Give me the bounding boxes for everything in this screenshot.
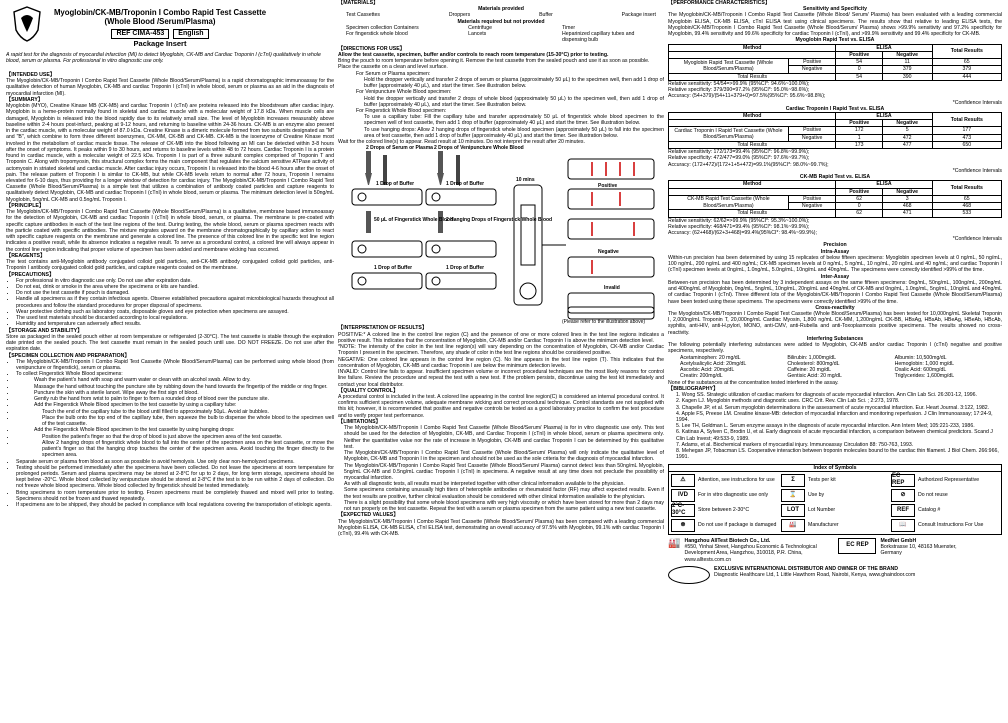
section-heading: 【PRINCIPLE】 [6, 202, 45, 209]
list-item: • Wear protective clothing such as laboratory coats, disposable gloves and eye protection when specimens are assayed. [16, 309, 334, 315]
th-elisa: ELISA [836, 44, 932, 51]
interpretation-item: INVALID: Control line fails to appear. Insufficient specimen volume or incorrect procedural techniques are the most likely reasons for control line failure. Review the procedure and repeat the test with a new test. If the problem persists, discontinue using the test kit immediately and contact your local distributor. [338, 369, 664, 388]
th-total: Total Results [932, 44, 1001, 58]
direction-step: For Fingerstick Whole Blood specimen: [356, 107, 447, 114]
bibliography-item: 4. Apple FS, Preese LM. Creatine kinase-MB: detection of myocardial infarction and monitoring reperfusion. J Clin Immunoassay; 17:24-9, 1994. [676, 410, 993, 423]
th-elisa: ELISA [836, 112, 932, 119]
direction-step: Wait for the colored line(s) to appear. Read result at 10 minutes. Do not interpret the result after 20 minutes. [338, 139, 585, 146]
title-block [50, 8, 270, 48]
interpretation-item: *NOTE: The intensity of the color in the test line region(s) will vary depending on the concentration of Myoglobin, CK-MB and/or Cardiac Troponin I present in the specimen. Therefore, any shade of color in the test line regions should be considered positive. [338, 344, 664, 357]
stat-line: Accuracy: (172+472)/(172+1+5+472)=99.1%(95%CI*: 98.0%~99.7%); [668, 161, 829, 168]
ec-rep-box: EC REP [838, 538, 876, 554]
fig-invalid: Invalid [604, 285, 620, 292]
fig-caption: (Please refer to the illustration above) [562, 319, 646, 326]
symbol-index-heading: Index of Symbols [669, 465, 1001, 472]
bibliography-item: 8. Mehegan JP, Tobacman LS. Cooperative interaction between troponin molecules bound to the cardiac thin filament. J Biol Chem. 266:966, 1991. [676, 448, 999, 461]
list-item: • Separate serum or plasma from blood as soon as possible to avoid hemolysis. Use only clear non-hemolyzed specimens. [16, 459, 334, 465]
th-positive: Positive [836, 120, 882, 127]
th-method: Method [669, 181, 836, 188]
th-blank [669, 120, 836, 127]
interfering-item: Caffeine: 20 mg/dL [787, 367, 832, 374]
table-cell: 650 [932, 141, 1001, 148]
table-cell: 54 [836, 73, 882, 80]
materials-required-list [338, 25, 664, 44]
comparison-tables [668, 37, 1002, 242]
column-right [668, 0, 1002, 723]
symbol-icon: ⊘ [891, 489, 915, 502]
bibliography-list [668, 392, 1002, 461]
distributor-address: Diagnostic Healthcare Ltd, 1 Little Hawthorn Road, Nairobi, Kenya, www.ghaindoor.com [714, 572, 916, 579]
directions-intro: Allow the test cassette, specimen, buffer and/or controls to reach room temperature (15-30°C) prior to testing. [338, 51, 609, 58]
direction-step: Place the cassette on a clean and level surface. [338, 64, 448, 71]
ref-code: REF CIMA-453 [111, 29, 169, 39]
fig-label-e: 50 μL of Fingerstick Whole Blood [374, 217, 454, 224]
symbol-item [891, 474, 999, 487]
section-heading: 【REAGENTS】 [6, 252, 46, 259]
qc-heading: 【QUALITY CONTROL】 [338, 387, 399, 394]
ec-rep-name: MedNet GmbH [880, 537, 917, 544]
direction-step: To use a capillary tube: Fill the capillary tube and transfer approximately 50 μL of fingerstick whole blood specimen to the specimen well of test cassette, then add 1 drop of buffer (approximately 40 μL) and start the timer. See illustration below. [364, 114, 664, 127]
table-cell: Negative [788, 66, 836, 73]
col1-body [6, 72, 334, 508]
table-cell: 62 [836, 210, 882, 217]
ci-note: *Confidence Intervals [952, 167, 1002, 174]
symbol-item [781, 504, 889, 517]
interpretation-text [338, 332, 664, 388]
material-item: Buffer [539, 12, 553, 19]
material-item: Specimen collection Containers [346, 24, 419, 31]
limitation-item: The Myoglobin/CK-MB/Troponin I Combo Rapid Test Cassette (Whole Blood/Serum/ Plasma) cannot detect less than 50ng/mL Myoglobin, 5ng/mL CK-MB and 0.5ng/mL cardiac Troponin I (cTnI) in specimens. A negative result at any time does not preclude the possibility of myocardial infarction. [344, 462, 664, 482]
company-logo-icon [12, 6, 42, 42]
expected-values-text: The Myoglobin/CK-MB/Troponin I Combo Rapid Test Cassette (Whole Blood/Serum/ Plasma) has been compared with a leading commercial Myoglobin ELISA, CK-MB ELISA, cTnI ELISA test, demonstrating an overall accuracy of 97.5% with Myoglobin, 99.1% with cardiac Troponin I (cTnI), 99.4% with CK-MB. [338, 518, 664, 538]
section-heading: 【INTENDED USE】 [6, 72, 55, 78]
table-cell: 477 [882, 141, 932, 148]
interfering-item: Cholesterol: 800mg/dL [787, 360, 840, 367]
interfering-item: Triglycerides: 1,600mg/dL [894, 373, 955, 380]
limitation-item: As with all diagnostic tests, all results must be interpreted together with other clinical information available to the physician. [344, 481, 625, 488]
symbol-icon: ⚠ [671, 474, 695, 487]
distributor-logo-icon [668, 566, 710, 584]
th-method: Method [669, 44, 836, 51]
table-cell: Negative [788, 203, 836, 210]
table-row [669, 141, 1002, 148]
materials-required-heading: Materials required but not provided [457, 18, 545, 25]
table-cell: 473 [932, 134, 1001, 141]
manufacturer-block [668, 538, 1002, 563]
table-title: Cardiac Troponin I Rapid Test vs. ELISA [785, 105, 885, 112]
list-item: • Handle all specimens as if they contain infectious agents. Observe established precautions against microbiological hazards throughout all procedures and follow the standard procedures for proper disposal of specimens. [16, 296, 334, 308]
fig-positive: Positive [598, 183, 618, 190]
interpretation-item: NEGATIVE: One colored line appears in the control line region (C). No line appears in the test line region (T). This indicates that the concentration of Myoglobin, CK-MB and cardiac Troponin I are below the minimum detection levels. [338, 356, 664, 369]
table-row [669, 210, 1002, 217]
table-cell: 3 [882, 195, 932, 202]
interpretation-item: POSITIVE:* A colored line in the control line region (C) and the presence of one or more colored lines in the test line regions indicates a positive result. This indicates that the concentration of Myoglobin, CK-MB and/or Cardiac Troponin I is above the minimum detection level. [338, 331, 664, 344]
interfering-item: Acetylsalicylic Acid: 20mg/dL [680, 360, 747, 367]
symbol-icon: Σ [781, 474, 805, 487]
section-text: The Myoglobin/CK-MB/Troponin I Combo Rapid Test Cassette (Whole Blood/Serum/Plasma) is a rapid chromatographic immunoassay for the qualitative detection of human Myoglobin, CK-MB and cardiac Troponin I (cTnI) in whole blood, serum or plasma as an aid in the diagnosis of myocardial infarction (MI). [6, 78, 334, 97]
storage-heading: 【STORAGE AND STABILITY】 [6, 327, 83, 334]
bibliography-item: 5. Lee TH, Goldman L. Serum enzyme assays in the diagnosis of acute myocardial infarction. Ann Intern Med; 105:221-233, 1986. [676, 423, 975, 430]
table-cell: 54 [836, 59, 882, 66]
bibliography-heading: 【BIBLIOGRAPHY】 [668, 385, 719, 392]
table-cell: Positive [788, 59, 836, 66]
total-label: Total Results [669, 141, 836, 148]
symbol-label: Consult Instructions For Use [918, 522, 984, 529]
directions-list [338, 58, 664, 145]
table-cell: Positive [788, 195, 836, 202]
symbol-icon: REF [891, 504, 915, 517]
list-item: • Massage the hand without touching the puncture site by rubbing down the hand towards the fingertip of the middle or ring finger. [16, 384, 334, 390]
table-cell: 379 [932, 66, 1001, 73]
stat-line: Accuracy: (62+468)/(62+3+468)=99.4%(95%CI*: 98.4%~99.9%); [668, 229, 817, 236]
product-subtitle: (Whole Blood /Serum/Plasma) [104, 17, 216, 27]
bibliography-item: 2. Kagen LJ. Myoglobin methods and diagnostic uses. CRC Crit. Rev. Clin Lab Sci. ; 2:273, 1978. [676, 398, 900, 405]
symbol-label: Do not reuse [918, 492, 948, 499]
list-item: • Place the bulb onto the top end of the capillary tube, then squeeze the bulb to dispense the whole blood to the specimen well of the test cassette. [16, 415, 334, 427]
interfering-item: Bilirubin: 1,000mg/dL [787, 354, 837, 361]
list-item: • Do not eat, drink or smoke in the area where the specimens or kits are handled. [16, 284, 334, 290]
table-cell: Positive [788, 127, 836, 134]
symbol-item [671, 489, 779, 502]
method-name: CK-MB Rapid Test Cassette (Whole Blood/Serum/Plasma) [669, 195, 789, 209]
package-insert-label: Package Insert [133, 39, 187, 49]
direction-step: For Venipuncture Whole Blood specimen: [356, 89, 452, 96]
list-item: • Add the Fingerstick Whole Blood specimen to the test cassette by using hanging drops: [16, 427, 334, 433]
qc-text: A procedural control is included in the test. A colored line appearing in the control line region(C) is considered an internal procedural control. It confirms sufficient specimen volume, adequate membrane wicking and correct procedural technique. Control standards are not supplied with this kit; however, it is recommended that positive and negative controls be tested as a good laboratory practice to confirm the test procedure and to verify proper test performance. [338, 393, 664, 419]
material-item: Package insert [621, 12, 656, 19]
limitation-item: There is a slight possibility that some whole blood specimens with very high viscosity or which have been stored for more than 2 days may not run properly on the test cassette. Repeat the test with a serum or plasma specimen from the same patient using a new test cassette. [344, 499, 664, 513]
list-item: • Gently rub the hand from wrist to palm to finger to form a rounded drop of blood over the puncture site. [16, 396, 334, 402]
inter-heading: Inter-Assay [820, 273, 850, 280]
manufacturer-name: Hangzhou AllTest Biotech Co., Ltd. [684, 537, 771, 544]
bibliography-item: 1. Wong SS. Strategic utilization of cardiac markers for diagnosis of acute myocardial infarction. Ann Clin Lab Sci. 26:301-12, 1996. [676, 392, 977, 399]
section-heading: 【SUMMARY】 [6, 96, 43, 103]
interfering-item: Creatin: 200mg/dL [680, 373, 723, 380]
materials-heading: 【MATERIALS】 [338, 0, 379, 6]
table-cell: 468 [882, 203, 932, 210]
fig-label-h: 1 Drop of Buffer [446, 265, 485, 272]
list-item: • Allow 2 hanging drops of fingerstick whole blood to fall into the center of the specimen area on the test cassette, or move the patient's finger so that the hanging drop touches the center of the specimen area. Avoid touching the finger directly to the specimen area. [16, 440, 334, 459]
list-item: • The used test materials should be discarded according to local regulations. [16, 315, 334, 321]
symbol-label: Lot Number [808, 507, 836, 514]
symbol-icon: ⌛ [781, 489, 805, 502]
table-row [669, 195, 1002, 202]
cross-text: The Myoglobin/CK-MB/Troponin I Combo Rapid Test Cassette (Whole Blood/Serum/Plasma) has been tested for 10,000ng/mL Skeletal Troponin I, 2,000ng/mL Troponin T, 20,000ng/mL Cardiac Myosin, 1,800 ng/mL CK-MM, 1,200ng/mL CK-BB, HBsAg, HBsAb, HBeAg, HBeAb, HBcAb, syphilis, anti-HIV, anti-H.pylori, MONO, anti-CMV, anti-Rubella and anti-Toxoplasmosis positive specimens. The results showed no cross-reactivity. [668, 311, 1002, 336]
fig-label-f: 2 Hanging Drops of Fingerstick Whole Blood [446, 217, 553, 224]
material-item: Heparinized capillary tubes and dispensing bulb [562, 31, 635, 44]
fig-label-g: 1 Drop of Buffer [374, 265, 413, 272]
th-positive: Positive [836, 188, 882, 195]
sensitivity-heading: Sensitivity and Specificity [802, 6, 867, 13]
table-cell: 0 [836, 203, 882, 210]
fig-mins: 10 mins [516, 177, 535, 184]
specimen-list [6, 359, 334, 509]
expected-values-heading: 【EXPECTED VALUES】 [338, 512, 399, 519]
inter-text: Between-run precision has been determined by 3 independent assays on the same fifteen specimens: 0ng/mL, 50ng/mL, 100ng/mL, 200ng/mL and 400ng/mL of Myoglobin, 0ng/mL, 5ng/mL, 10ng/mL, 20ng/mL and 40ng/mL of CK-MB and 0ng/mL, 1.0ng/mL, 5ng/mL, 10ng/mL and 40ng/mL of cardiac Troponin I (cTnI). Three different lots of the Myoglobin/CK-MB/Troponin I Combo Rapid Test Cassette (Whole Blood/Serum/Plasma) have been tested using these specimens. The specimens were correctly identified >99% of the time. [668, 279, 1002, 305]
symbol-label: Store between 2-30°C [698, 507, 750, 514]
precautions-heading: 【PRECAUTIONS】 [6, 271, 55, 278]
section-text: The Myoglobin/CK-MB/Troponin I Combo Rapid Test Cassette (Whole Blood/Serum/Plasma) is a qualitative, membrane based immunoassay for the detection of Myoglobin, CK-MB and cardiac Troponin I (cTnI) in whole blood, serum, or plasma. The membrane is pre-coated with specific capture antibodies in each of the test line regions of the test. During testing, the whole blood, serum or plasma specimen reacts with the particle coated with specific antibodies. The mixture migrates upward on the membrane chromatographically by capillary action to react with specific capture reagents on the membrane and generate a colored line. The presence of this colored line in the specific test line region indicates a positive result, while its absence indicates a negative result. To serve as a procedural control, a colored line will always appear in the control line region indicating that proper volume of specimen has been added and membrane wicking has occurred. [6, 209, 334, 253]
list-item: • Do not use the test cassette if pouch is damaged. [16, 290, 334, 296]
list-item: • Position the patient's finger so that the drop of blood is just above the specimen area of the test cassette. [16, 434, 334, 440]
list-item: • Humidity and temperature can adversely affect results. [16, 321, 334, 327]
stat-line: Relative specificity: 468/471=99.4% (95%CI*: 98.1%~99.9%); [668, 223, 810, 230]
list-item: • If specimens are to be shipped, they should be packed in compliance with local regulations covering the transportation of etiologic agents. [16, 502, 334, 508]
material-item: Timer [562, 24, 576, 31]
interfering-item: Oxalic Acid: 600mg/dL [894, 367, 947, 374]
list-item: • Testing should be performed immediately after the specimens have been collected. Do not leave the specimens at room temperature for prolonged periods. Serum and plasma specimens may be stored at 2-8°C for up to 2 days, for long term storage, specimens should be kept below -20°C. Whole blood collected by venipuncture should be stored at 2-8°C if the test is to be run within 2 days of collection. Do not freeze whole blood specimens. Whole blood collected by fingerstick should be tested immediately. [16, 465, 334, 490]
table-cell: 11 [882, 59, 932, 66]
symbol-item [891, 519, 999, 532]
symbol-icon: IVD [671, 489, 695, 502]
precautions-list [6, 278, 334, 328]
interfering-text: The following potentially interfering substances were added to Myoglobin, CK-MB and/or cardiac Troponin I (cTnI) negative and positive specimens, respectively. [668, 342, 1002, 355]
direction-step: For Serum or Plasma specimen: [356, 70, 431, 77]
ec-rep-address: Borkstrasse 10, 48163 Muenster, Germany [880, 544, 957, 557]
limitation-item: The Myoglobin/CK-MB/Troponin I Combo Rapid Test Cassette (Whole Blood/Serum/ Plasma) is for in vitro diagnostic use only. This test should be used for the detection of Myoglobin, CK-MB, and Cardiac Troponin I (cTnI) in whole blood, serum or plasma specimens only. Neither the quantitative value nor the rate of increase in Myoglobin, CK-MB and cardiac Troponin I can be determined by this qualitative test. [344, 425, 664, 450]
symbol-icon: 📖 [891, 519, 915, 532]
table-cell: 390 [882, 73, 932, 80]
symbol-icon: ⊗ [671, 519, 695, 532]
interfering-item: Acetaminophen: 20 mg/dL [680, 354, 741, 361]
fig-negative: Negative [598, 249, 619, 256]
procedure-illustration [338, 145, 664, 325]
symbol-index-grid [669, 472, 1001, 534]
specimen-heading: 【SPECIMEN COLLECTION AND PREPARATION】 [6, 352, 130, 359]
interfering-list [668, 355, 1002, 380]
material-item: Droppers [448, 12, 471, 19]
bibliography-item: 7. Adams, et al. Biochemical markers of myocardial injury. Immunoassay Circulation 88: 750-763, 1993. [676, 441, 914, 448]
table-cell: 379 [882, 66, 932, 73]
precision-heading: Precision [823, 242, 847, 249]
list-item: • Bring specimens to room temperature prior to testing. Frozen specimens must be completely thawed and mixed well prior to testing. Specimens should not be frozen and thawed repeatedly. [16, 490, 334, 502]
symbol-label: Catalog # [918, 507, 941, 514]
table-row [669, 59, 1002, 66]
symbol-icon: 2°C-30°C [671, 504, 695, 517]
interfering-item: Hemoglobin: 1,000 mg/dL [894, 360, 955, 367]
intra-text: Within-run precision has been determined by using 15 replicates of below fifteen specimens: Myoglobin specimen levels at 0 ng/mL, 50 ng/mL, 100 ng/mL, 200 ng/mL and 400 ng/mL; CK-MB specimen levels at 0 ng/mL, 5 ng/mL, 10 ng/mL, 20 ng/mL and 40 ng/mL; and cardiac Troponin I (cTnI) specimen levels at 0ng/mL, 1.0ng/mL, 5.0ng/mL, 10ng/mL and 40ng/mL. The specimens were correctly identified >99% of the time. [668, 254, 1002, 274]
table-cell: 1 [836, 134, 882, 141]
ci-note: *Confidence Intervals [952, 99, 1002, 106]
material-item: Test Cassettes [346, 12, 381, 19]
direction-step: Bring the pouch to room temperature before opening it. Remove the test cassette from the sealed pouch and use it as soon as possible. [338, 58, 650, 65]
direction-step: To use hanging drops: Allow 2 hanging drops of fingerstick whole blood specimen (approximately 50 μL) to fall into the specimen area of test cassette, then add 1 drop of buffer (approximately 40 μL) and start the timer. See illustration below. [364, 126, 664, 139]
table-title: Myoglobin Rapid Test vs. ELISA [795, 37, 875, 44]
interfering-end: None of the substances at the concentration tested interfered in the assay. [668, 379, 839, 386]
intro-text: A rapid test for the diagnosis of myocardial infarction (MI) to detect Myoglobin, CK-MB and Cardiac Troponin I (cTnI) qualitatively in whole blood, serum or plasma. For professional in vitro diagnostic use only. [6, 52, 321, 65]
table-cell: 444 [932, 73, 1001, 80]
symbol-item [781, 489, 889, 502]
stat-line: Relative sensitivity: 54/54=>99.9% (95%CI*: 94.6%~100.0%); [668, 80, 810, 87]
table-cell: 173 [836, 141, 882, 148]
fig-label-a: 2 Drops of Serum or Plasma [366, 145, 433, 152]
bibliography-item: 3. Chapelle JP, et al. Serum myoglobin determinations in the assessment of acute myocardial infarction. Eur. Heart Journal. 3:122, 1982. [676, 404, 990, 411]
table-cell: 0 [836, 66, 882, 73]
th-total: Total Results [932, 112, 1001, 126]
intra-heading: Intra-Assay [820, 248, 850, 255]
table-cell: 5 [882, 127, 932, 134]
storage-text: Store as packaged in the sealed pouch either at room temperature or refrigerated (2-30°C). The test cassette is stable through the expiration date printed on the sealed pouch. The test cassette must remain in the sealed pouch until use. DO NOT FREEZE. Do not use after the expiration date. [6, 333, 334, 353]
symbol-label: Do not use if package is damaged [698, 522, 777, 529]
symbol-index [668, 464, 1002, 535]
symbol-label: Tests per kit [808, 477, 836, 484]
material-item: Lancets [468, 31, 487, 38]
sensitivity-text: The Myoglobin/CK-MB/Troponin I Combo Rapid Test Cassette (Whole Blood/ Serum/ Plasma) has been evaluated with a leading commercial Myoglobin ELISA, CK-MB ELISA, cTnI ELISA test using clinical specimens. The results show that relative to leading ELISA tests, the Myoglobin/CK-MB/Troponin I Combo Rapid Test Cassette (Whole Blood/Serum/ Plasma) shows >99.9% sensitivity and 97.2% specificity for Myoglobin, 99.4% sensitivity and 99.6% specificity for cardiac Troponin I (cTnI), and >99.9% sensitivity and 99.4% specificity for CK-MB. [668, 12, 1002, 38]
product-title: Myoglobin/CK-MB/Troponin I Combo Rapid Test Cassette [53, 8, 267, 17]
symbol-label: Manufacturer [808, 522, 839, 529]
total-label: Total Results [669, 73, 836, 80]
symbol-item [671, 474, 779, 487]
table-cell: Negative [788, 134, 836, 141]
comparison-table [668, 112, 1002, 149]
list-item: • Puncture the skin with a sterile lancet. Wipe away the first sign of blood. [16, 390, 334, 396]
symbol-label: Attention, see instructions for use [698, 477, 775, 484]
th-blank [669, 188, 836, 195]
table-cell: 65 [932, 59, 1001, 66]
table-cell: 172 [836, 127, 882, 134]
symbol-item [891, 489, 999, 502]
table-row [669, 73, 1002, 80]
directions-heading: 【DIRECTIONS FOR USE】 [338, 45, 405, 52]
procedure-diagram [338, 145, 664, 325]
bibliography-item: 6. Katinas A, Sylven C, Brodin U, et al. Early diagnosis of acute myocardial infarction, a comparison between chemical predictors. Scand J Clin Lab Invest; 49:533-9, 1989. [676, 429, 993, 442]
fig-label-d: 1 Drop of Buffer [446, 181, 485, 188]
interfering-item: Albumin: 10,500mg/dL [894, 354, 947, 361]
table-cell: 177 [932, 127, 1001, 134]
section-text: The test contains anti-Myoglobin antibody conjugated colloid gold particles, anti-CK-MB antibody conjugated colloid gold particles, anti-Troponin I antibody conjugated colloid gold particles, and capture reagents coated on the membrane. [6, 259, 334, 272]
fig-label-c: 1 Drop of Buffer [376, 181, 415, 188]
list-item: • To collect Fingerstick Whole Blood specimens: [16, 371, 334, 377]
symbol-label: For in vitro diagnostic use only [698, 492, 769, 499]
symbol-icon: LOT [781, 504, 805, 517]
limitations-heading: 【LIMITATIONS】 [338, 418, 381, 425]
symbol-item [781, 474, 889, 487]
list-item: • Wash the patient's hand with soap and warm water or clean with an alcohol swab. Allow to dry. [16, 377, 334, 383]
list-item: • For professional in vitro diagnostic use only. Do not use after expiration date. [16, 278, 334, 284]
interfering-heading: Interfering Substances [806, 335, 864, 342]
symbol-item [781, 519, 889, 532]
symbol-item [671, 504, 779, 517]
table-cell: 62 [836, 195, 882, 202]
list-item: • Add the Fingerstick Whole Blood specimen to the test cassette by using a capillary tube: [16, 402, 334, 408]
fig-label-b: 2 Drops of Venipuncture Whole Blood [434, 145, 524, 152]
th-positive: Positive [836, 51, 882, 58]
table-cell: 472 [882, 134, 932, 141]
th-negative: Negative [882, 120, 932, 127]
table-cell: 533 [932, 210, 1001, 217]
th-blank [669, 51, 836, 58]
symbol-item [671, 519, 779, 532]
interfering-item: Ascorbic Acid: 20mg/dL [680, 367, 735, 374]
factory-icon: 🏭 [668, 537, 681, 549]
symbol-icon: EC REP [891, 474, 915, 487]
table-cell: 471 [882, 210, 932, 217]
interpretation-heading: 【INTERPRETATION OF RESULTS】 [338, 325, 428, 332]
list-item: • Touch the end of the capillary tube to the blood until filled to approximately 50μL. Avoid air bubbles. [16, 409, 334, 415]
distributor-block [668, 566, 1002, 584]
manufacturer-address: #550, Yinhai Street, Hangzhou Economic & Technological Development Area, Hangzhou, 310018, P.R. China, www.alltests.com.cn [684, 544, 817, 563]
limitation-item: The Myoglobin/CK-MB/Troponin I Combo Rapid Test Cassette (Whole Blood/Serum/ Plasma) will only indicate the qualitative level of Myoglobin, CK-MB and Troponin I in the specimen and should not be used as the sole criteria for the diagnosis of myocardial infarction. [344, 450, 664, 463]
distributor-title: EXCLUSIVE INTERNATIONAL DISTRIBUTOR AND OWNER OF THE BRAND [714, 565, 898, 572]
materials-provided-heading: Materials provided [478, 6, 524, 13]
material-item: Centrifuge [468, 24, 493, 31]
stat-line: Relative specificity: 472/477=99.0% (95%CI*: 97.6%~99.7%); [668, 155, 810, 162]
direction-step: Hold the dropper vertically and transfer 2 drops of serum or plasma (approximately 50 μL) to the specimen well, then add 1 drop of buffer (approximately 40 μL), and start the timer. See illustration below. [364, 76, 664, 90]
comparison-table [668, 44, 1002, 81]
table-cell: 65 [932, 195, 1001, 202]
method-name: Cardiac Troponin I Rapid Test Cassette (Whole Blood/Serum/Plasma) [669, 127, 789, 141]
column-left [6, 0, 334, 723]
section-text: Myoglobin (MYO), Creatine Kinase MB (CK-MB) and cardiac Troponin I (cTnI) are proteins released into the bloodstream after cardiac injury. Myoglobin is a heme-protein normally found in skeletal and cardiac muscle with a molecular weight of 17.8 kDa. When muscle cells are damaged, Myoglobin is released into the blood rapidly due to its relatively small size. The level of Myoglobin increases measurably above baseline within 2-4 hours post-infarct, peaking at 9-12 hours, and returning to baseline within 24-36 hours. CK-MB is an enzyme also present in the cardiac muscle, with a molecular weight of 87.0 kDa. Creatine Kinase is a dimeric molecule formed from two subunits designated as "M" and "B", which combine to form three different isoenzymes, CK-MM, CK-BB and CK-MB. CK-MB is the isoenzyme of Creatine Kinase most involved in the metabolism of cardiac muscle tissue. The release of CK-MB into the blood following an MI can be detected within 3-8 hours after the onset of symptoms. It peaks within 9 to 30 hours, and returns to baseline levels within 48 to 72 hours. Cardiac Troponin I is a protein found in cardiac muscle, with a molecular weight of 22.5 kDa. Troponin I is part of a three subunit complex comprised of Troponin T and Troponin C. Along with tropomyosin, this structural complex forms the main component that regulates the calcium sensitive ATPase activity of actomyosin in striated skeletal and cardiac muscle. After cardiac injury occurs, Troponin I is released into the blood 4-6 hours after the onset of pain. The release pattern of Troponin I is similar to CK-MB, but while CK-MB levels return to normal after 72 hours, Troponin I remains elevated for 6-10 days, thus providing for a longer window of detection for cardiac injury. The Myoglobin/CK-MB/Troponin I Combo Rapid Test Cassette (Whole Blood/Serum/Plasma) is a simple test that utilizes a combination of antibody coated particles and capture reagents to qualitatively detect Myoglobin, CK-MB and cardiac Troponin I (cTnI) in whole blood, serum or plasma. The minimum detection level is 50ng/mL Myoglobin, 5ng/mL CK-MB and 0.5ng/mL Troponin I. [6, 103, 334, 203]
table-cell: 468 [932, 203, 1001, 210]
direction-step: Hold the dropper vertically and transfer 2 drops of whole blood (approximately 50 μL) to the specimen well, then add 1 drop of buffer (approximately 40 μL), and start the timer. See illustration below. [364, 95, 664, 108]
performance-heading: 【PERFORMANCE CHARACTERISTICS】 [668, 0, 771, 6]
stat-line: Relative sensitivity: 172/173=99.4% (95%CI*: 96.8%~99.9%); [668, 149, 810, 156]
column-middle [338, 0, 664, 723]
limitation-item: Some specimens containing unusually high titers of heterophile antibodies or rheumatoid factor (RF) may affect expected results. Even if the test results are positive, further clinical evaluation should be considered with other clinical information available to the physician. [344, 487, 664, 500]
cross-heading: Cross-reactivity [815, 304, 855, 311]
symbol-icon: 🏭 [781, 519, 805, 532]
ci-note: *Confidence Intervals [952, 236, 1002, 243]
th-negative: Negative [882, 188, 932, 195]
list-item: • The Myoglobin/CK-MB/Troponin I Combo Rapid Test Cassette (Whole Blood/Serum/Plasma) can be performed using whole blood (from venipuncture or fingerstick), serum or plasma. [16, 359, 334, 371]
th-method: Method [669, 112, 836, 119]
stat-line: Accuracy: (54+379)/(54+11+379+0)=97.5%(95%CI*: 95.6%~98.8%); [668, 93, 826, 100]
material-item: For fingerstick whole blood [346, 31, 408, 38]
th-negative: Negative [882, 51, 932, 58]
table-title: CK-MB Rapid Test vs. ELISA [799, 174, 871, 181]
symbol-label: Use by [808, 492, 825, 499]
limitations-list [338, 425, 664, 512]
stat-line: Relative sensitivity: 62/62=>99.9% (95%CI*: 95.3%~100.0%); [668, 217, 810, 224]
comparison-table [668, 180, 1002, 217]
interfering-item: Gentisic Acid: 20 mg/dL [787, 373, 842, 380]
symbol-label: Authorized Representative [918, 477, 980, 484]
language-label: English [173, 29, 208, 39]
stat-line: Relative specificity: 379/390=97.2% (95%CI*: 95.0%~98.6%); [668, 87, 810, 94]
table-row [669, 127, 1002, 134]
th-elisa: ELISA [836, 181, 932, 188]
symbol-item [891, 504, 999, 517]
method-name: Myoglobin Rapid Test Cassette (Whole Blood/Serum/Plasma) [669, 59, 789, 73]
th-total: Total Results [932, 181, 1001, 195]
total-label: Total Results [669, 210, 836, 217]
